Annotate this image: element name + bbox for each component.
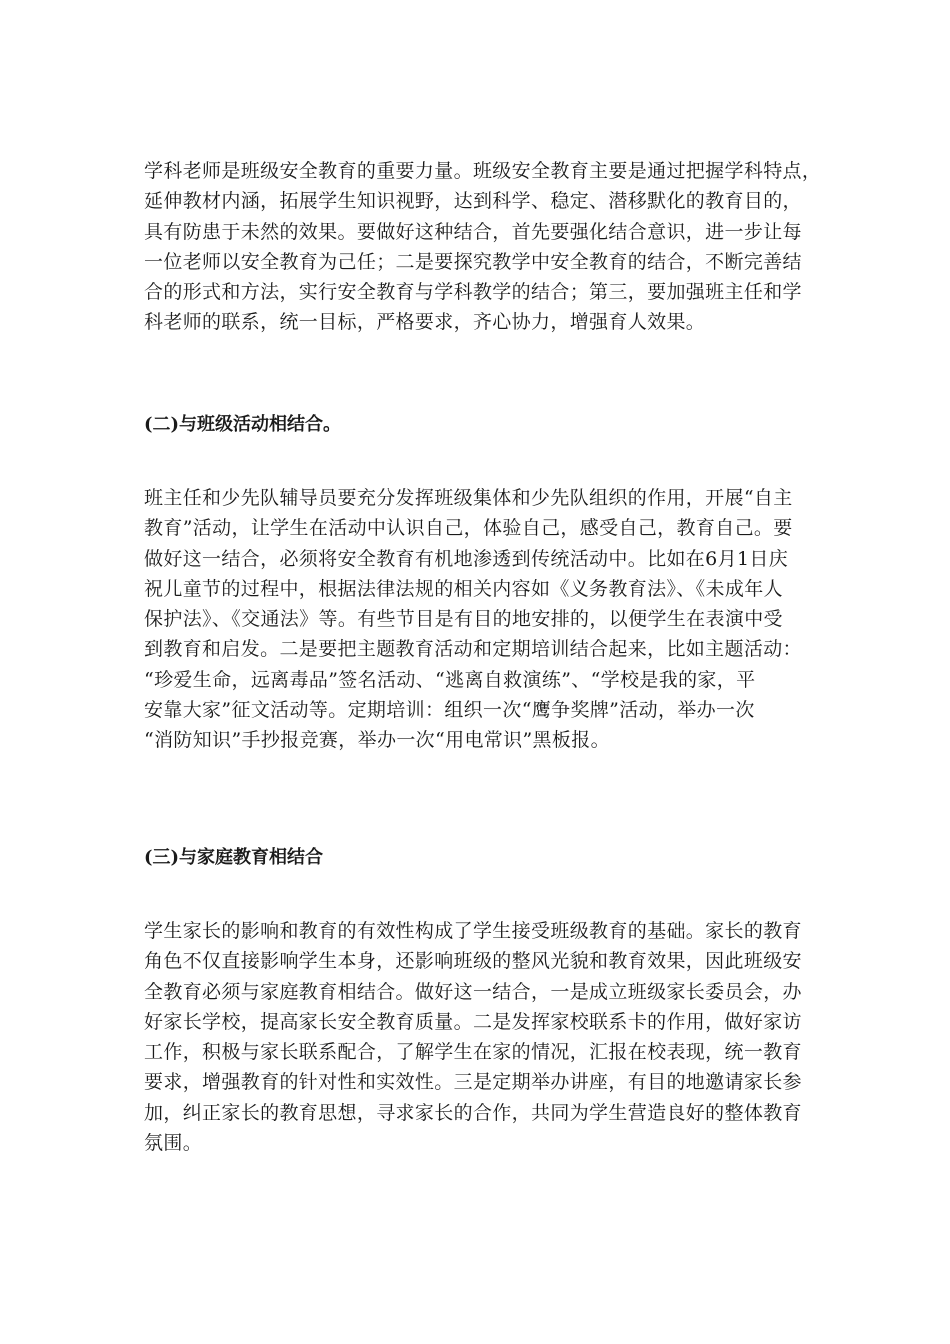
text-line: 角色不仅直接影响学生本身，还影响班级的整风光貌和教育效果，因此班级安	[144, 950, 802, 973]
text-line: “消防知识”手抄报竞赛，举办一次“用电常识”黑板报。	[144, 729, 610, 752]
text-line: 祝儿童节的过程中，根据法律法规的相关内容如《义务教育法》、《未成年人	[144, 577, 783, 600]
text-line: 工作，积极与家长联系配合，了解学生在家的情况，汇报在校表现，统一教育	[144, 1041, 802, 1064]
text-line: 全教育必须与家庭教育相结合。做好这一结合，一是成立班级家长委员会，办	[144, 980, 802, 1003]
section-heading-family-education: (三)与家庭教育相结合	[144, 847, 324, 868]
text-line: 保护法》、《交通法》等。有些节目是有目的地安排的，以便学生在表演中受	[144, 608, 783, 631]
text-line: 氛围。	[144, 1132, 203, 1155]
text-line: 学科老师是班级安全教育的重要力量。班级安全教育主要是通过把握学科特点，	[144, 160, 822, 182]
text-line: 加，纠正家长的教育思想，寻求家长的合作，共同为学生营造良好的整体教育	[144, 1101, 802, 1124]
text-line: 好家长学校，提高家长安全教育质量。二是发挥家校联系卡的作用，做好家访	[144, 1010, 802, 1033]
text-line: 安靠大家”征文活动等。定期培训：组织一次“鹰争奖牌”活动，举办一次	[144, 699, 755, 722]
text-line: 到教育和启发。二是要把主题教育活动和定期培训结合起来，比如主题活动：	[144, 638, 802, 661]
text-line: 学生家长的影响和教育的有效性构成了学生接受班级教育的基础。家长的教育	[144, 920, 802, 942]
text-line: “珍爱生命，远离毒品”签名活动、“逃离自救演练”、“学校是我的家，平	[144, 668, 756, 691]
paragraph-class-activities	[144, 483, 814, 756]
text-line: 延伸教材内涵，拓展学生知识视野，达到科学、稳定、潜移默化的教育目的，	[144, 190, 802, 213]
text-line: 科老师的联系，统一目标，严格要求，齐心协力，增强育人效果。	[144, 311, 706, 334]
section-heading-class-activities: (二)与班级活动相结合。	[144, 414, 342, 435]
paragraph-subject-teachers	[144, 156, 822, 338]
text-line: 合的形式和方法，实行安全教育与学科教学的结合；第三，要加强班主任和学	[144, 281, 802, 304]
text-line: 教育”活动，让学生在活动中认识自己，体验自己，感受自己，教育自己。要	[144, 517, 793, 540]
paragraph-family-education	[144, 916, 814, 1158]
text-line: 一位老师以安全教育为己任；二是要探究教学中安全教育的结合，不断完善结	[144, 250, 802, 273]
text-line: 班主任和少先队辅导员要充分发挥班级集体和少先队组织的作用，开展“自主	[144, 487, 793, 509]
text-line: 做好这一结合，必须将安全教育有机地渗透到传统活动中。比如在6月1日庆	[144, 547, 789, 570]
text-line: 要求，增强教育的针对性和实效性。三是定期举办讲座，有目的地邀请家长参	[144, 1071, 802, 1094]
text-line: 具有防患于未然的效果。要做好这种结合，首先要强化结合意识，进一步让每	[144, 220, 802, 243]
